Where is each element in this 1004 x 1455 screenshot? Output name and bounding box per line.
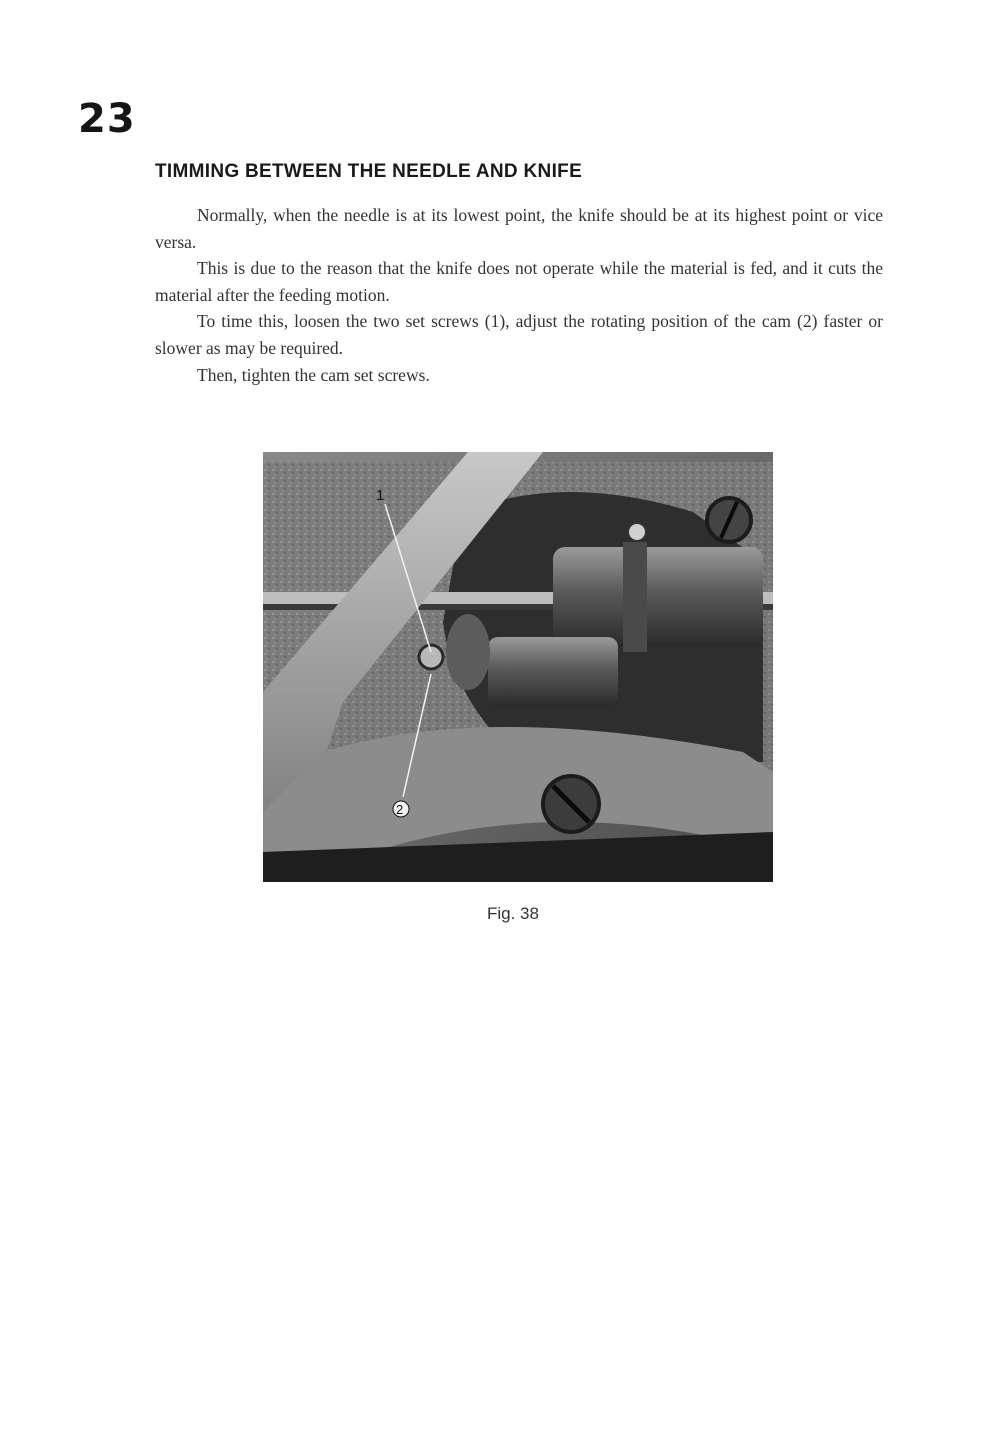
paragraph: Then, tighten the cam set screws. (197, 364, 430, 385)
section-title: TIMMING BETWEEN THE NEEDLE AND KNIFE (155, 161, 583, 182)
paragraph: This is due to the reason that the knife does not operate while the material is fed, and it cuts the material after the feeding motion. (155, 258, 883, 305)
cam-ring (623, 542, 647, 652)
top-screw-icon (705, 496, 753, 544)
callout-1: 1 (376, 487, 385, 504)
large-screw-icon (541, 774, 601, 834)
instruction-text (155, 202, 883, 388)
paragraph: To time this, loosen the two set screws (1), adjust the rotating position of the cam (2) faster or slower as may be required. (155, 311, 883, 358)
page-number: 23 (78, 96, 136, 142)
small-screw (628, 523, 646, 541)
felt-pad (446, 614, 490, 690)
cam-cylinder (553, 547, 763, 647)
cam-collar (488, 637, 618, 707)
paragraph: Normally, when the needle is at its lowest point, the knife should be at its highest point or vice versa. (155, 205, 883, 252)
set-screw (419, 645, 443, 669)
callout-2: 2 (396, 802, 404, 817)
machine-photo (263, 452, 773, 882)
figure-caption: Fig. 38 (487, 904, 539, 923)
